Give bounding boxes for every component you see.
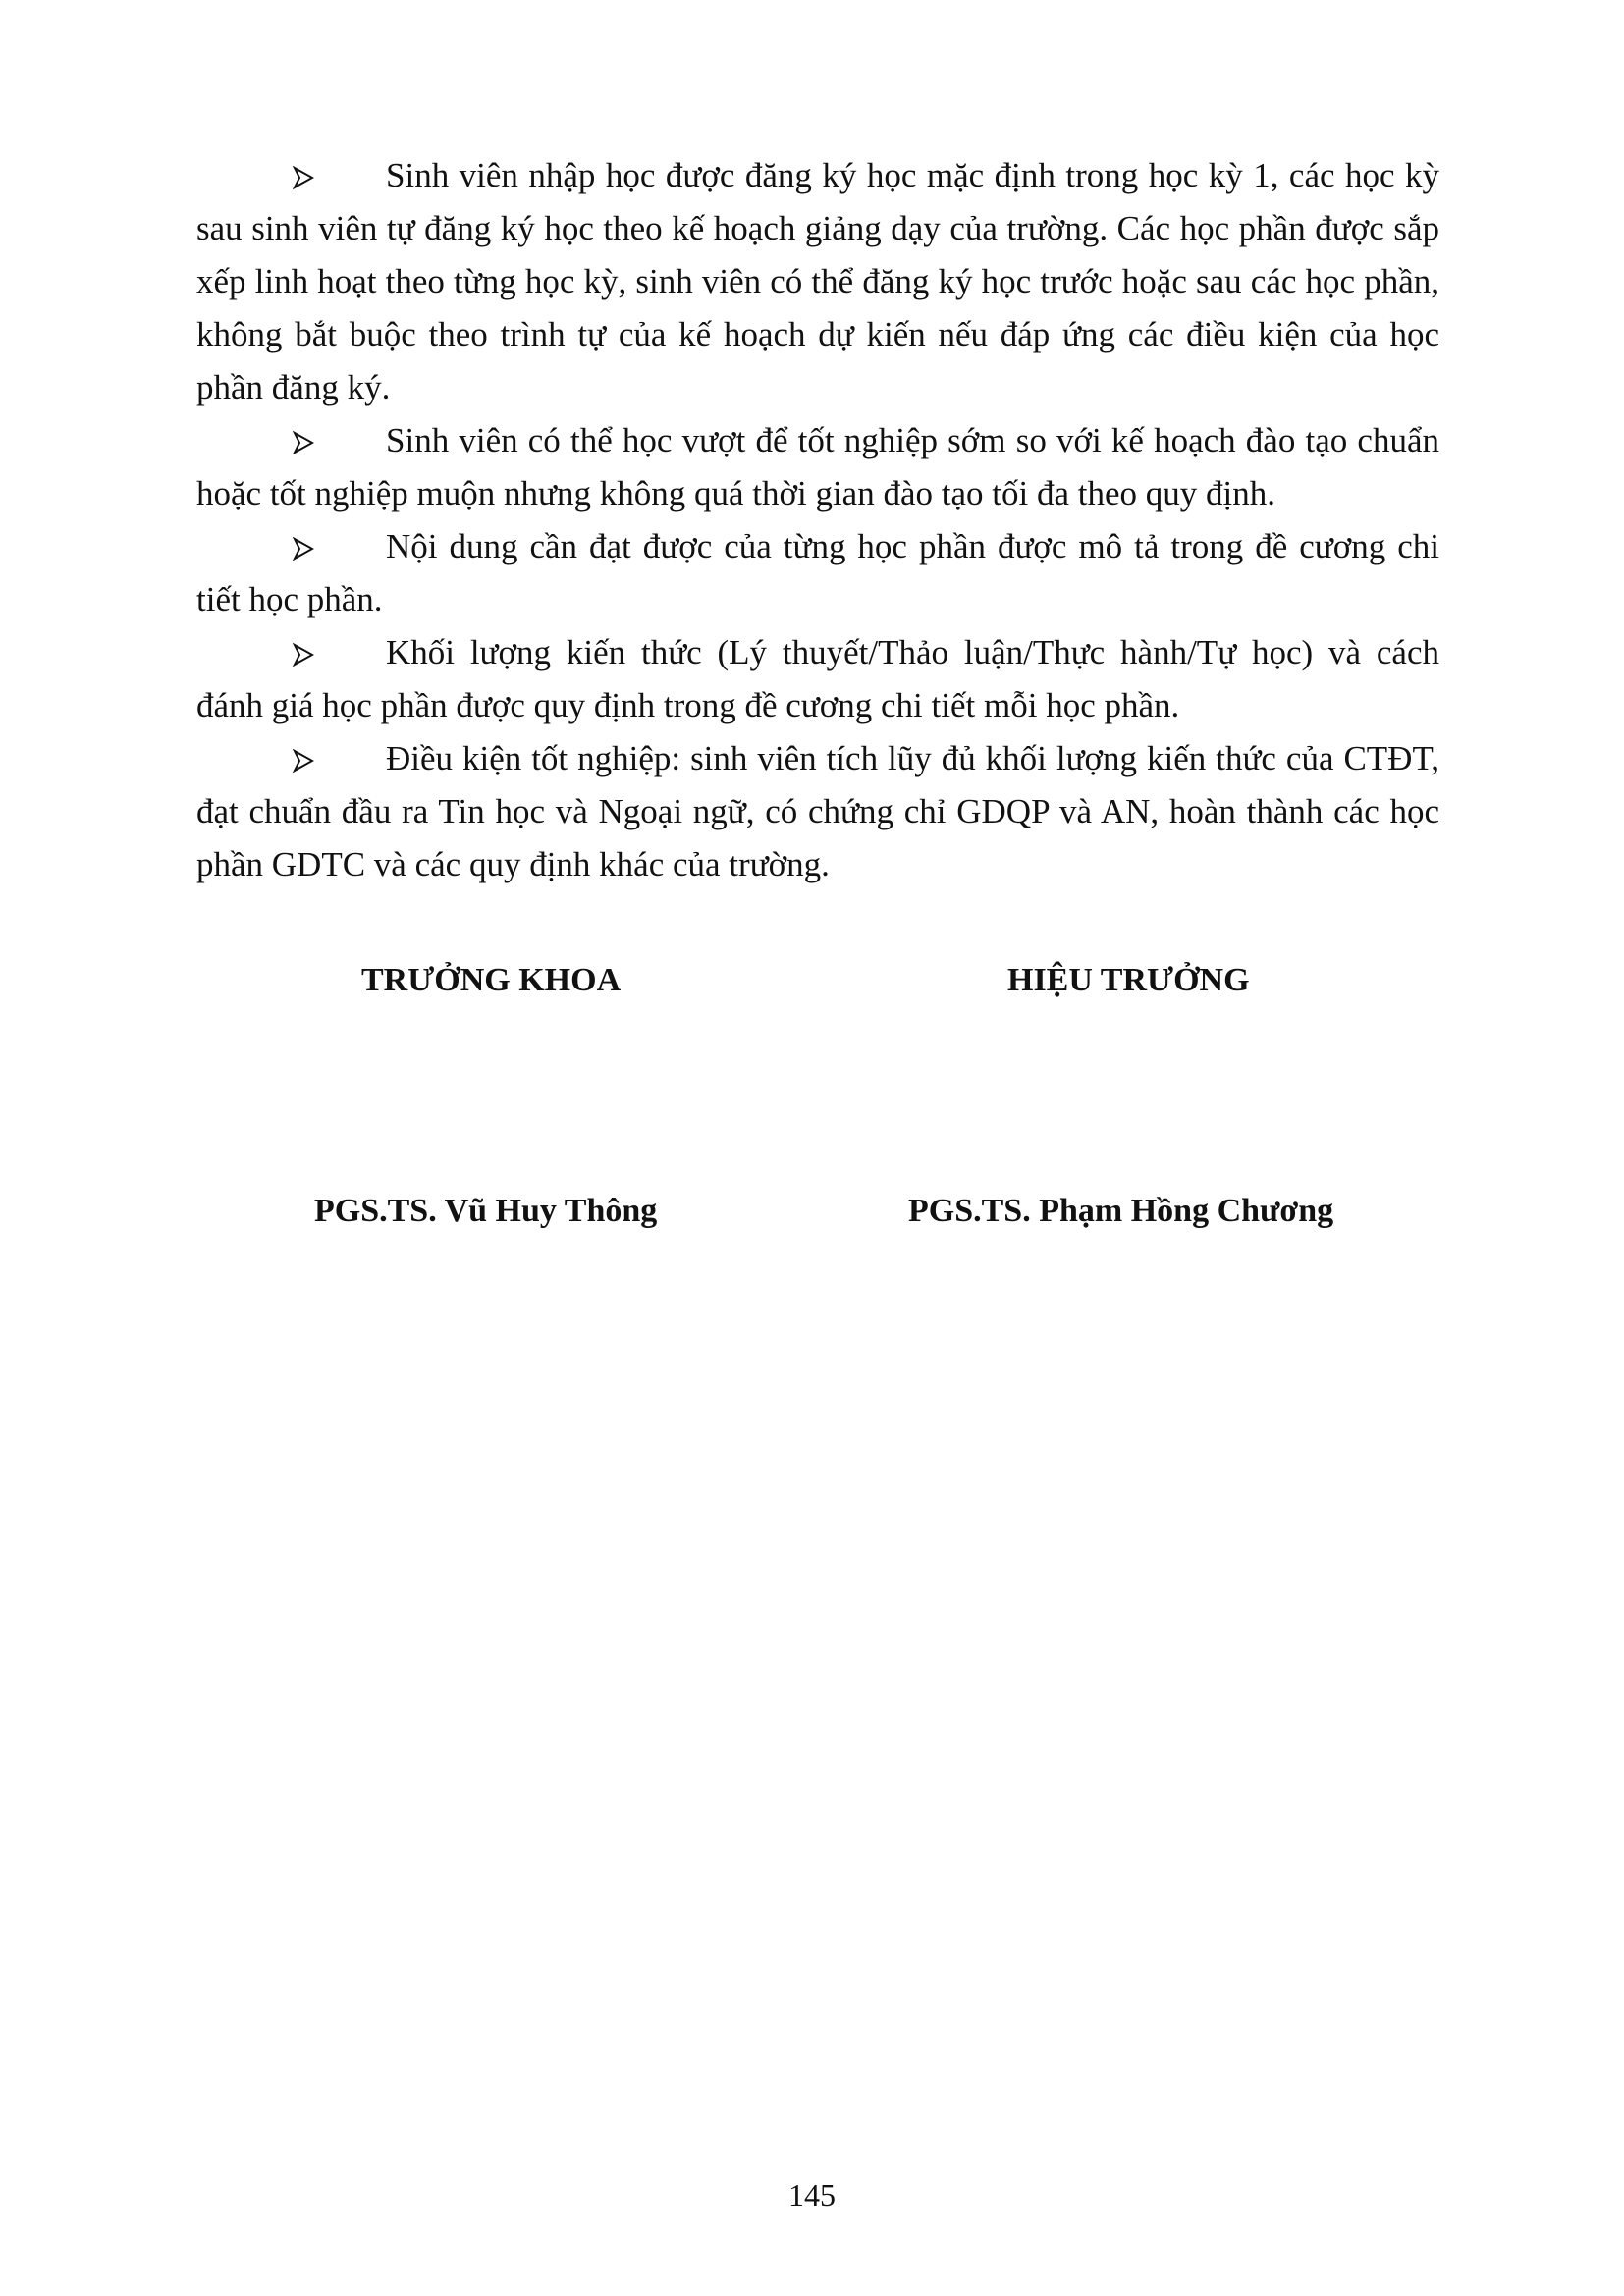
arrow-bullet-icon [293,520,386,573]
arrow-bullet-icon [293,626,386,679]
arrow-bullet-icon [293,149,386,202]
list-item-text: Nội dung cần đạt được của từng học phần được mô tả trong đề cương chi tiết học phần. [196,527,1439,618]
list-item [196,414,1439,520]
arrow-bullet-icon [293,414,386,467]
bullet-list [196,149,1439,891]
list-item [196,520,1439,626]
dean-name: PGS.TS. Vũ Huy Thông [314,1193,658,1229]
list-item-text: Khối lượng kiến thức (Lý thuyết/Thảo luận/Thực hành/Tự học) và cách đánh giá học phần được quy định trong đề cương chi tiết mỗi học phần. [196,633,1439,724]
list-item [196,149,1439,414]
list-item-text: Sinh viên nhập học được đăng ký học mặc định trong học kỳ 1, các học kỳ sau sinh viên tự đăng ký học theo kế hoạch giảng dạy của trường. Các học phần được sắp xếp linh hoạt theo từng học kỳ, sinh viên có thể đăng ký học trước hoặc sau các học phần, không bắt buộc theo trình tự của kế hoạch dự kiến nếu đáp ứng các điều kiện của học phần đăng ký. [196,156,1439,406]
rector-name: PGS.TS. Phạm Hồng Chương [908,1193,1334,1229]
list-item [196,732,1439,891]
rector-title: HIỆU TRƯỞNG [1007,962,1250,998]
arrow-bullet-icon [293,732,386,785]
list-item [196,626,1439,732]
list-item-text: Điều kiện tốt nghiệp: sinh viên tích lũy đủ khối lượng kiến thức của CTĐT, đạt chuẩn đầu ra Tin học và Ngoại ngữ, có chứng chỉ GDQP và AN, hoàn thành các học phần GDTC và các quy định khác của trường. [196,739,1439,883]
page-number: 145 [788,2177,836,2213]
dean-title: TRƯỞNG KHOA [361,962,622,998]
list-item-text: Sinh viên có thể học vượt để tốt nghiệp sớm so với kế hoạch đào tạo chuẩn hoặc tốt nghiệp muộn nhưng không quá thời gian đào tạo tối đa theo quy định. [196,421,1439,512]
